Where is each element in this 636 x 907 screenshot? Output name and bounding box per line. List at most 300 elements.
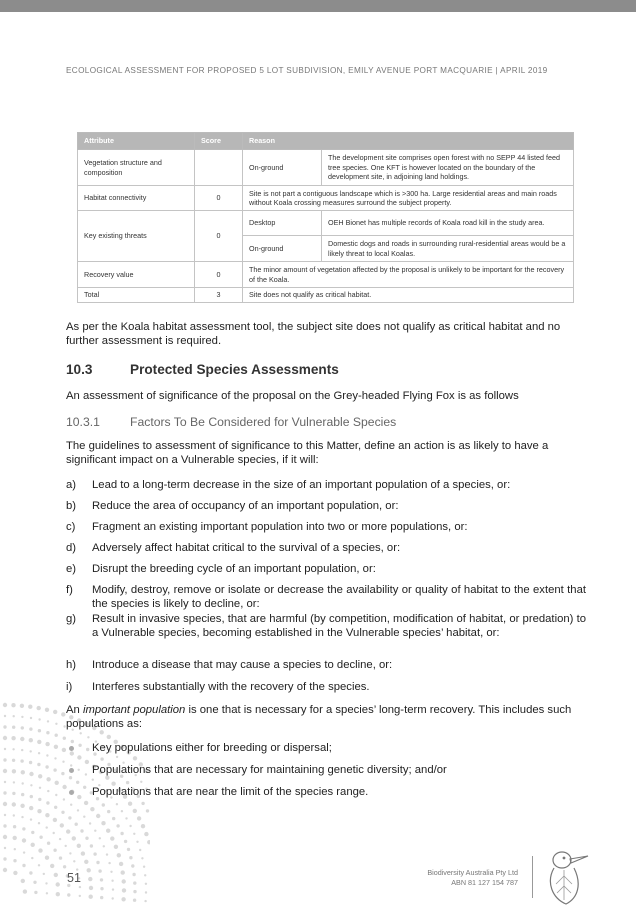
section-title: Protected Species Assessments	[130, 362, 339, 377]
list-text: Introduce a disease that may cause a species to decline, or:	[92, 659, 393, 671]
decor-dot	[3, 736, 7, 740]
decor-dot	[65, 845, 67, 847]
table-row	[78, 288, 574, 303]
attribute-cell: Vegetation structure and composition	[78, 150, 195, 186]
decor-dot	[31, 843, 35, 847]
decor-dot	[62, 761, 64, 763]
decor-dot	[127, 848, 130, 851]
decor-dot	[77, 755, 81, 759]
decor-dot	[81, 851, 85, 855]
decor-dot	[3, 703, 7, 707]
bullet-icon	[69, 768, 74, 773]
decor-dot	[55, 723, 57, 725]
decor-dot	[53, 768, 56, 771]
bullet-icon	[69, 790, 74, 795]
decor-dot	[46, 892, 48, 894]
decor-dot	[55, 794, 57, 796]
decor-dot	[45, 708, 49, 712]
list-marker: b)	[66, 500, 77, 512]
decor-dot	[22, 838, 26, 842]
table-row	[78, 211, 574, 236]
decor-dot	[13, 715, 15, 717]
decor-dot	[38, 864, 40, 866]
decor-dot	[21, 879, 25, 883]
decor-dot	[22, 827, 25, 830]
decor-dot	[143, 866, 145, 868]
list-item	[66, 612, 586, 640]
list-marker: d)	[66, 542, 77, 554]
decor-dot	[76, 781, 79, 784]
decor-dot	[106, 829, 110, 833]
list-item	[66, 541, 586, 555]
section-number: 10.3	[66, 362, 93, 377]
decor-dot	[38, 718, 40, 720]
list-marker: e)	[66, 563, 77, 575]
decor-dot	[114, 845, 118, 849]
decor-dot	[13, 859, 16, 862]
decor-dot	[126, 781, 129, 784]
decor-dot	[73, 860, 75, 862]
decor-dot	[77, 809, 79, 811]
decor-dot	[116, 824, 119, 827]
decor-dot	[38, 822, 40, 824]
decor-dot	[45, 742, 49, 746]
decor-dot	[46, 754, 48, 756]
decor-dot	[50, 864, 54, 868]
decor-dot	[45, 813, 49, 817]
decor-dot	[125, 817, 127, 819]
list-marker: g)	[66, 613, 77, 625]
decor-dot	[133, 756, 137, 760]
decor-dot	[20, 737, 24, 741]
decor-dot	[29, 738, 33, 742]
decor-dot	[34, 891, 37, 894]
score-cell	[195, 150, 243, 186]
decor-dot	[63, 737, 66, 740]
decor-dot	[29, 871, 32, 874]
subsection-number: 10.3.1	[66, 415, 100, 429]
decor-dot	[110, 871, 112, 873]
decor-dot	[21, 770, 25, 774]
decor-dot	[145, 891, 147, 893]
decor-dot	[67, 893, 70, 896]
decor-dot	[45, 856, 49, 860]
decor-dot	[37, 809, 41, 813]
decor-dot	[140, 781, 142, 783]
decor-dot	[141, 857, 143, 859]
score-cell: 3	[195, 288, 243, 303]
subsection-heading	[66, 415, 396, 429]
header-attribute: Attribute	[78, 133, 195, 150]
decor-dot	[3, 824, 6, 827]
decor-dot	[53, 818, 57, 822]
decor-dot	[38, 752, 40, 754]
reason-cell: Domestic dogs and roads in surrounding rural-residential areas would be a likely threat to local Koalas.	[322, 236, 574, 262]
decor-dot	[60, 823, 64, 827]
attribute-cell: Recovery value	[78, 262, 195, 288]
score-cell: 0	[195, 262, 243, 288]
decor-dot	[99, 837, 101, 839]
decor-dot	[46, 731, 49, 734]
decor-dot	[116, 803, 118, 805]
decor-dot	[84, 860, 88, 864]
decor-dot	[133, 809, 137, 813]
decor-dot	[22, 864, 25, 867]
decor-dot	[59, 856, 62, 859]
decor-dot	[147, 840, 150, 844]
decor-dot	[121, 897, 125, 901]
decor-dot	[96, 861, 99, 864]
sub-cell: On-ground	[243, 150, 322, 186]
decor-dot	[3, 758, 6, 761]
decor-dot	[56, 892, 60, 896]
decor-dot	[47, 790, 49, 792]
decor-dot	[30, 717, 32, 719]
decor-dot	[75, 823, 78, 826]
decor-dot	[145, 883, 147, 885]
decor-dot	[144, 832, 148, 836]
decor-dot	[29, 727, 32, 730]
decor-dot	[117, 853, 121, 857]
decor-dot	[92, 779, 94, 781]
decor-dot	[89, 822, 91, 824]
decor-dot	[101, 821, 105, 825]
decor-dot	[29, 772, 33, 776]
decor-dot	[45, 882, 47, 884]
list-item	[66, 680, 586, 694]
decor-dot	[31, 857, 33, 859]
list-marker: f)	[66, 584, 73, 596]
list-marker: h)	[66, 659, 77, 671]
list-text: Modify, destroy, remove or isolate or decrease the availability or quality of habitat to the extent that the species is likely to decline, or:	[92, 584, 586, 610]
decor-dot	[4, 748, 6, 750]
decor-dot	[79, 886, 81, 888]
decor-dot	[122, 879, 126, 883]
emphasis-term: important population	[82, 704, 186, 716]
decor-dot	[3, 769, 7, 773]
decor-dot	[53, 710, 57, 714]
list-item	[66, 499, 586, 513]
bullet-text: Populations that are near the limit of the species range.	[92, 786, 369, 798]
decor-dot	[54, 806, 57, 809]
text-fragment: is one that is necessary for a species’ long-term recovery. This includes such populations as:	[66, 704, 572, 730]
bullet-item	[66, 763, 447, 777]
decor-dot	[110, 836, 114, 840]
decor-dot	[47, 720, 49, 722]
decor-dot	[69, 852, 71, 854]
decor-dot	[133, 881, 136, 884]
decor-dot	[100, 896, 103, 899]
score-cell: 0	[195, 211, 243, 262]
decor-dot	[46, 777, 50, 781]
decor-dot	[88, 877, 92, 881]
list-item	[66, 562, 586, 576]
decor-dot	[38, 729, 41, 732]
reason-cell: Site does not qualify as critical habitat.	[243, 288, 574, 303]
decor-dot	[116, 756, 118, 758]
list-text: Disrupt the breeding cycle of an important population, or:	[92, 563, 376, 575]
text-fragment: An	[66, 704, 83, 716]
decor-dot	[13, 814, 15, 816]
decor-dot	[61, 712, 65, 716]
decor-dot	[87, 736, 89, 738]
bird-logo-icon	[544, 848, 592, 906]
decor-dot	[112, 888, 114, 890]
decor-dot	[20, 759, 23, 762]
decor-dot	[144, 874, 146, 876]
company-abn: ABN 81 127 154 787	[451, 878, 518, 887]
company-info	[400, 868, 518, 888]
list-text: Adversely affect habitat critical to the survival of a species, or:	[92, 542, 401, 554]
attribute-cell: Key existing threats	[78, 211, 195, 262]
decor-dot	[96, 814, 100, 818]
bullet-text: Populations that are necessary for maintaining genetic diversity; and/or	[92, 764, 447, 776]
decor-dot	[30, 795, 33, 798]
decor-dot	[129, 856, 132, 859]
bullet-item	[66, 785, 368, 799]
list-text: Reduce the area of occupancy of an important population, or:	[92, 500, 399, 512]
decor-dot	[22, 782, 24, 784]
decor-dot	[53, 832, 55, 834]
decor-dot	[85, 837, 88, 840]
attribute-cell: Total	[78, 288, 195, 303]
decor-dot	[129, 825, 131, 827]
list-item	[66, 658, 586, 672]
decor-dot	[21, 716, 23, 718]
decor-dot	[108, 862, 110, 864]
decor-dot	[4, 814, 6, 816]
decor-dot	[107, 735, 111, 739]
decor-dot	[3, 835, 7, 839]
decor-dot	[38, 848, 42, 852]
decor-dot	[55, 734, 58, 737]
decor-dot	[14, 848, 16, 850]
decor-dot	[112, 897, 114, 899]
assessment-intro-paragraph: An assessment of significance of the proposal on the Grey-headed Flying Fox is as follows	[66, 390, 519, 402]
decor-dot	[100, 878, 103, 881]
decor-dot	[33, 881, 36, 884]
decor-dot	[21, 816, 23, 818]
top-bar	[0, 0, 636, 12]
decor-dot	[54, 757, 56, 759]
decor-dot	[23, 851, 25, 853]
decor-dot	[102, 803, 105, 806]
company-name: Biodiversity Australia Pty Ltd	[427, 868, 518, 877]
list-item	[66, 478, 586, 492]
decor-dot	[93, 852, 96, 855]
table-header-row	[78, 133, 574, 150]
decor-dot	[12, 759, 15, 762]
list-text: Lead to a long-term decrease in the size of an important population of a species, or:	[92, 479, 511, 491]
decor-dot	[28, 705, 32, 709]
decor-dot	[37, 763, 40, 766]
decor-dot	[54, 745, 58, 749]
decor-dot	[21, 793, 24, 796]
decor-dot	[84, 801, 88, 805]
decor-dot	[63, 865, 66, 868]
reason-cell: The development site comprises open forest with no SEPP 44 listed feed tree species. One KFT is however located on the boundary of the development site, in adjoining land holdings.	[322, 150, 574, 186]
header-score: Score	[195, 133, 243, 150]
decor-dot	[12, 802, 16, 806]
decor-dot	[90, 844, 93, 847]
decor-dot	[133, 833, 135, 835]
reason-cell: OEH Bionet has multiple records of Koala road kill in the study area.	[322, 211, 574, 236]
decor-dot	[72, 836, 76, 840]
decor-dot	[90, 807, 94, 811]
sub-cell: Desktop	[243, 211, 322, 236]
decor-dot	[137, 816, 141, 820]
decor-dot	[46, 826, 48, 828]
decor-dot	[45, 765, 48, 768]
section-heading	[66, 362, 339, 377]
decor-dot	[133, 890, 136, 893]
decor-dot	[13, 871, 17, 875]
decor-dot	[39, 836, 42, 839]
decor-dot	[122, 888, 126, 892]
decor-dot	[94, 830, 96, 832]
decor-dot	[131, 864, 134, 867]
decor-dot	[54, 873, 58, 877]
decor-dot	[83, 816, 85, 818]
sub-cell: On-ground	[243, 236, 322, 262]
decor-dot	[4, 715, 6, 717]
decor-dot	[61, 772, 64, 775]
decor-dot	[132, 873, 135, 876]
decor-dot	[112, 817, 115, 820]
decor-dot	[11, 736, 15, 740]
decor-dot	[30, 750, 32, 752]
decor-dot	[66, 829, 70, 833]
list-item	[66, 583, 586, 611]
decor-dot	[133, 899, 136, 902]
decor-dot	[3, 857, 6, 860]
decor-dot	[4, 781, 6, 783]
decor-dot	[55, 781, 59, 785]
decor-dot	[139, 849, 141, 851]
decor-dot	[21, 749, 23, 751]
footer-divider	[532, 856, 533, 898]
important-population-paragraph	[66, 703, 586, 731]
subsection-title: Factors To Be Considered for Vulnerable Species	[130, 415, 397, 429]
decor-dot	[136, 841, 138, 843]
decor-dot	[12, 769, 16, 773]
decor-dot	[38, 774, 42, 778]
decor-dot	[21, 726, 24, 729]
header-reason: Reason	[243, 133, 574, 150]
decor-dot	[56, 882, 60, 886]
decor-dot	[141, 802, 144, 805]
decor-dot	[146, 809, 149, 812]
koala-conclusion-paragraph: As per the Koala habitat assessment tool, the subject site does not qualify as critical habitat and no further assessment is required.	[66, 321, 561, 347]
list-item	[66, 520, 586, 534]
decor-dot	[100, 757, 103, 760]
list-marker: i)	[66, 681, 73, 693]
decor-dot	[13, 836, 17, 840]
attribute-cell: Habitat connectivity	[78, 186, 195, 211]
decor-dot	[89, 886, 93, 890]
decor-dot	[141, 824, 145, 828]
decor-dot	[39, 787, 41, 789]
decor-dot	[3, 725, 6, 728]
decor-dot	[63, 798, 65, 800]
decor-dot	[30, 818, 32, 820]
bullet-text: Key populations either for breeding or dispersal;	[92, 742, 332, 754]
decor-dot	[53, 849, 56, 852]
decor-dot	[43, 873, 45, 875]
list-marker: c)	[66, 521, 76, 533]
decor-dot	[31, 831, 34, 834]
decor-dot	[106, 853, 108, 855]
bullet-icon	[69, 746, 74, 751]
decor-dot	[12, 726, 15, 729]
decor-dot	[3, 868, 7, 872]
decor-dot	[37, 706, 41, 710]
score-cell: 0	[195, 186, 243, 211]
decor-dot	[79, 895, 81, 897]
decor-dot	[3, 791, 6, 794]
decor-dot	[46, 801, 49, 804]
decor-dot	[29, 806, 33, 810]
koala-assessment-table	[77, 132, 574, 303]
list-text: Fragment an existing important population into two or more populations, or:	[92, 521, 468, 533]
decor-dot	[4, 847, 6, 849]
decor-dot	[111, 880, 113, 882]
decor-dot	[20, 804, 24, 808]
decor-dot	[23, 889, 27, 893]
decor-dot	[3, 802, 7, 806]
list-text: Interferes substantially with the recovery of the species.	[92, 681, 370, 693]
table-row	[78, 150, 574, 186]
page-number: 51	[67, 871, 81, 885]
reason-cell: Site is not part a contiguous landscape which is >300 ha. Large residential areas and main roads without Koala crossing measures surround the subject property.	[243, 186, 574, 211]
list-marker: a)	[66, 479, 77, 491]
table-row	[78, 262, 574, 288]
decor-dot	[70, 804, 72, 806]
decor-dot	[12, 748, 14, 750]
decor-dot	[68, 816, 71, 819]
reason-cell: The minor amount of vegetation affected by the proposal is unlikely to be important for the recovery of the Koala.	[243, 262, 574, 288]
decor-dot	[119, 862, 123, 866]
decor-dot	[11, 703, 15, 707]
guidelines-paragraph: The guidelines to assessment of significance to this Matter, define an action is as likely to have a significant impact on a Vulnerable species, if it will:	[66, 440, 549, 466]
decor-dot	[80, 732, 82, 734]
decor-dot	[29, 761, 32, 764]
bullet-item	[66, 741, 332, 755]
decor-dot	[128, 802, 132, 806]
decor-dot	[12, 792, 15, 795]
decor-dot	[121, 870, 125, 874]
decor-dot	[103, 845, 105, 847]
decor-dot	[20, 704, 24, 708]
decor-dot	[121, 810, 123, 812]
decor-dot	[13, 825, 16, 828]
list-text: Result in invasive species, that are harmful (by competition, modification of habitat, or predation) to a Vulnerable species, becoming established in the Vulnerable species’ habitat, or:	[92, 613, 586, 639]
decor-dot	[89, 895, 93, 899]
decor-dot	[61, 811, 64, 814]
running-header: ECOLOGICAL ASSESSMENT FOR PROPOSED 5 LOT SUBDIVISION, EMILY AVENUE PORT MACQUARIE | APRIL 2019	[66, 66, 548, 75]
decor-dot	[47, 842, 50, 845]
decor-dot	[77, 844, 81, 848]
table-row	[78, 186, 574, 211]
decor-dot	[59, 838, 61, 840]
decor-dot	[13, 781, 15, 783]
decor-dot	[30, 784, 32, 786]
decor-dot	[80, 829, 83, 832]
decor-dot	[37, 740, 41, 744]
decor-dot	[100, 887, 103, 890]
decor-dot	[98, 869, 101, 872]
decor-dot	[107, 810, 110, 813]
